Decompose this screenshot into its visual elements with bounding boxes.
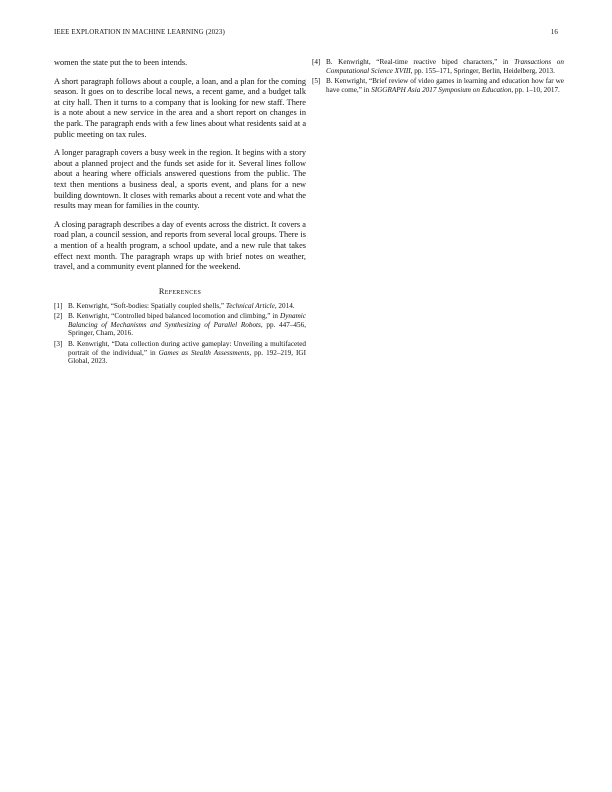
reference-item (54, 340, 306, 366)
left-column (54, 58, 306, 368)
body-paragraph: A closing paragraph describes a day of events across the district. It covers a road plan, a council session, and reports from several local groups. There is a mention of a health program, a school update, and a new rule that takes effect next month. The paragraph wraps up with brief notes on weather, travel, and a community event planned for the weekend. (54, 219, 306, 272)
reference-text: B. Kenwright, “Brief review of video games in learning and education how far we have come,” in SIGGRAPH Asia 2017 Symposium on Education, pp. 1–10, 2017. (326, 77, 564, 94)
reference-number: [3] (54, 340, 63, 349)
reference-venue: Technical Article (225, 301, 275, 310)
body-paragraph: A longer paragraph covers a busy week in the region. It begins with a story about a planned project and the funds set aside for it. Several lines follow about a hearing where officials answered questions from the public. The text then mentions a business deal, a sports event, and plans for a new building downtown. It closes with remarks about a recent vote and what the results may mean for families in the county. (54, 148, 306, 211)
reference-number: [4] (312, 58, 321, 66)
reference-text: B. Kenwright, “Data collection during active gameplay: Unveiling a multifaceted portrait of the individual,” in Games as Stealth Assessments, pp. 192–219, IGI Global, 2023. (68, 340, 306, 366)
reference-number: [1] (54, 301, 63, 310)
page-number: 16 (550, 28, 558, 36)
reference-venue: Transactions on Computational Science XVIII (326, 58, 564, 75)
reference-number: [5] (312, 77, 321, 86)
running-header (54, 28, 558, 40)
reference-venue: Dynamic Balancing of Mechanisms and Synthesizing of Parallel Robots (68, 312, 306, 329)
reference-venue: SIGGRAPH Asia 2017 Symposium on Education (371, 85, 512, 94)
reference-list (312, 58, 564, 94)
reference-number: [2] (54, 312, 63, 321)
references-heading: References (158, 286, 202, 296)
reference-item (54, 302, 306, 311)
body-paragraph: women the state put the to been intends. (54, 58, 188, 67)
reference-text: B. Kenwright, “Real-time reactive biped characters,” in Transactions on Computational Science XVIII, pp. 155–171, Springer, Berlin, Heidelberg, 2013. (326, 58, 564, 75)
reference-item (312, 58, 564, 75)
reference-text: B. Kenwright, “Soft-bodies: Spatially coupled shells,” Technical Article, 2014. (68, 301, 295, 310)
right-column (312, 58, 564, 96)
reference-venue: Games as Stealth Assessments (158, 348, 250, 357)
reference-item (54, 312, 306, 338)
reference-list (54, 302, 306, 366)
journal-title: IEEE EXPLORATION IN MACHINE LEARNING (2023) (54, 28, 225, 36)
reference-text: B. Kenwright, “Controlled biped balanced locomotion and climbing,” in Dynamic Balancing of Mechanisms and Synthesizing of Parallel Robots, pp. 447–456, Springer, Cham, 2016. (68, 312, 306, 338)
reference-item (312, 77, 564, 94)
body-paragraph: A short paragraph follows about a couple, a loan, and a plan for the coming season. It goes on to describe local news, a recent game, and a budget talk at city hall. Then it turns to a company that is looking for new staff. There is a note about a new service in the area and a short report on changes in the park. The paragraph ends with a few lines about what residents said at a public meeting on tax rules. (54, 76, 306, 139)
